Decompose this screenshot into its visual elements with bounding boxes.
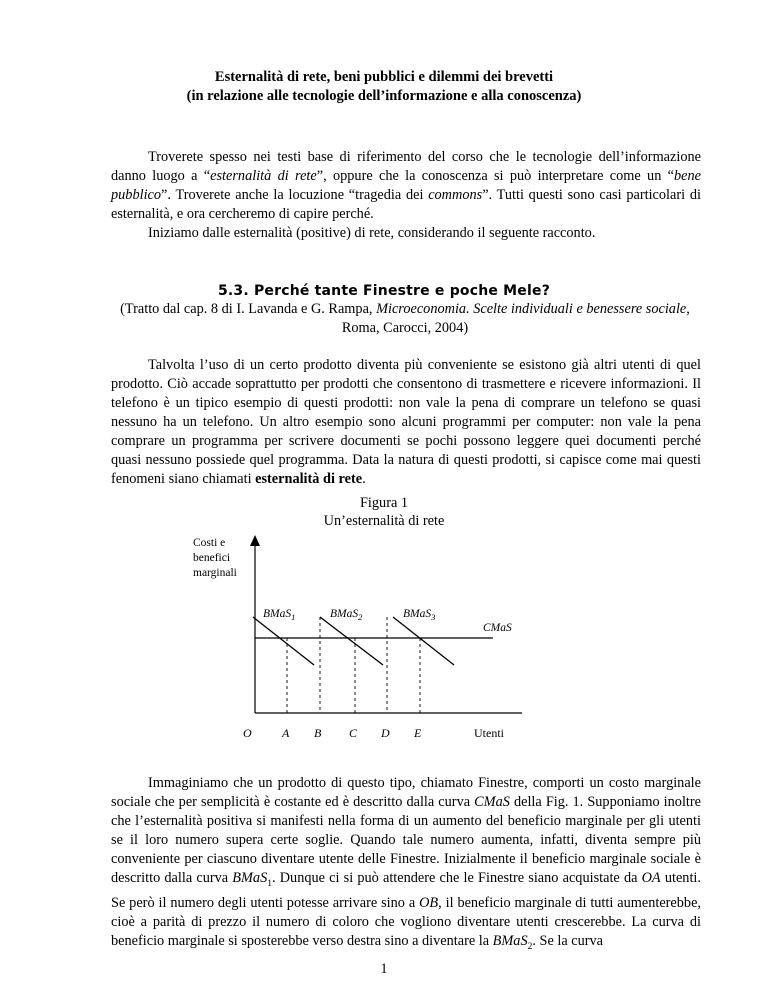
document-title-line-2: (in relazione alle tecnologie dell’informazione e alla conoscenza) [186,88,582,104]
page-number: 1 [380,961,388,977]
bmas-2-label: BMaS$_2$ [330,608,363,622]
y-axis-label-line-1: Costi e [193,537,226,549]
origin-label: O [243,726,252,740]
intro-paragraph-1: Troverete spesso nei testi base di riferimento del corso che le tecnologie dell’informazione danno luogo a “esternalità di rete”, oppure che la conoscenza si può interpretare come un “bene pubblico”. Troverete anche la locuzione “tragedia dei commons”. Tutti questi sono casi particolari di esternalità, e ora cercheremo di capire perché. [111,149,702,222]
source-citation: (Tratto dal cap. 8 di I. Lavanda e G. Rampa, Microeconomia. Scelte individuali e benessere sociale, Roma, Carocci, 2004) [120,301,690,336]
tick-label-c: C [349,726,358,740]
body-paragraph-1: Talvolta l’uso di un certo prodotto diventa più conveniente se esistono già altri utenti di quel prodotto. Ciò accade soprattutto per prodotti che consentono di trasmettere e ricevere informazioni. Il telefono è un tipico esempio di questi prodotti: non vale la pena di comprare un telefono se quasi nessuno ha un telefono. Un altro esempio sono alcuni programmi per computer: non vale la pena comprare un programma per scrivere documenti se pochi possono leggere quei documenti perché quasi nessuno possiede quel programma. Data la natura di questi prodotti, si capisce come mai questi fenomeni siano chiamati esternalità di rete. [111,357,701,487]
bmas-1-curve [253,617,314,665]
figure-caption: Un’esternalità di rete [323,513,445,529]
tick-label-d: D [381,726,390,740]
bmas-2-curve [320,617,383,665]
section-heading: 5.3. Perché tante Finestre e poche Mele? [217,283,551,299]
figure-number: Figura 1 [359,495,409,511]
y-axis-arrow [250,535,260,546]
y-axis-label-line-2: benefici [193,552,231,564]
cmas-label: CMaS [483,622,512,634]
bmas-1-label: BMaS$_1$ [263,608,296,622]
tick-label-b: B [314,726,322,740]
intro-paragraph-2: Iniziamo dalle esternalità (positive) di rete, considerando il seguente racconto. [148,225,596,241]
y-axis-label-line-3: marginali [193,567,237,579]
network-externality-figure [0,530,768,750]
bmas-3-label: BMaS$_3$ [403,608,436,622]
bmas-3-curve [393,617,454,665]
body-paragraph-2: Immaginiamo che un prodotto di questo tipo, chiamato Finestre, comporti un costo marginale sociale che per semplicità è costante ed è descritto dalla curva CMaS della Fig. 1. Supponiamo inoltre che l’esternalità positiva si manifesti nella forma di un aumento del beneficio marginale per gli utenti se il loro numero supera certe soglie. Quando tale numero aumenta, infatti, diventa sempre più conveniente per ciascuno diventare utente delle Finestre. Inizialmente il beneficio marginale sociale è descritto dalla curva BMaS$_1$. Dunque ci si può attendere che le Finestre siano acquistate da OA utenti. Se però il numero degli utenti potesse arrivare sino a OB, il beneficio marginale di tutti aumenterebbe, cioè a parità di prezzo il numero di coloro che vogliono diventare utenti crescerebbe. La curva di beneficio marginale si sposterebbe verso destra sino a diventare la BMaS$_2$. Se la curva [111,775,702,952]
tick-label-e: E [414,726,422,740]
tick-label-a: A [282,726,290,740]
x-axis-label: Utenti [474,726,504,740]
document-title-line-1: Esternalità di rete, beni pubblici e dilemmi dei brevetti [214,69,554,85]
